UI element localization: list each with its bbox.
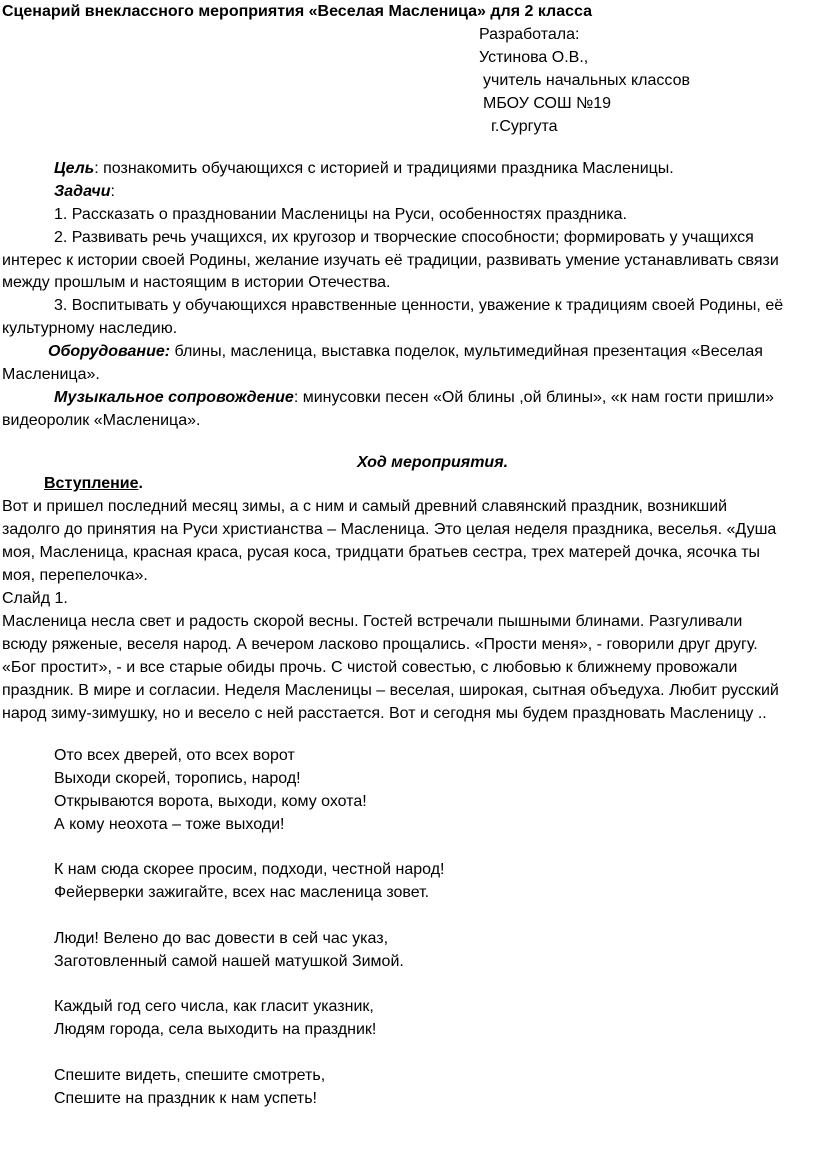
tasks-heading	[54, 182, 115, 202]
music-paragraph	[54, 388, 774, 408]
goal-label: Цель	[54, 160, 95, 177]
poem-line: Заготовленный самой нашей матушкой Зимой.	[54, 953, 404, 970]
equipment-text: блины, масленица, выставка поделок, мультимедийная презентация «Веселая	[170, 343, 763, 360]
slide-label: Слайд 1.	[2, 590, 68, 607]
tasks-label: Задачи	[54, 183, 111, 200]
intro-line: задолго до принятия на Руси христианства – Масленица. Это целая неделя праздника, веселья. «Душа	[2, 521, 777, 538]
music-line: видеоролик «Масленица».	[2, 412, 201, 429]
intro-line: Вот и пришел последний месяц зимы, а с ним и самый древний славянский праздник, возникший	[2, 498, 728, 515]
task-2-line: между прошлым и настоящим в истории Отечества.	[2, 274, 391, 291]
music-label: Музыкальное сопровождение	[54, 389, 294, 406]
poem-line: А кому неохота – тоже выходи!	[54, 816, 285, 833]
music-text: : минусовки песен «Ой блины ,ой блины», «к нам гости пришли»	[293, 389, 774, 406]
slide-line: Масленица несла свет и радость скорой весны. Гостей встречали пышными блинами. Разгуливали	[2, 613, 743, 630]
document-title: Сценарий внеклассного мероприятия «Веселая Масленица» для 2 класса	[2, 3, 592, 20]
poem-line: Людям города, села выходить на праздник!	[54, 1021, 377, 1038]
equipment-paragraph	[48, 342, 763, 362]
poem-line: Каждый год сего числа, как гласит указник,	[54, 998, 374, 1015]
intro-line: моя, перепелочка».	[2, 567, 148, 584]
task-2-line: интерес к истории своей Родины, желание изучать её традиции, развивать умение устанавливать связи	[2, 252, 779, 269]
slide-line: «Бог простит», - и все старые обиды прочь. С чистой совестью, с любовью к ближнему провожали	[2, 659, 738, 676]
author-line: учитель начальных классов	[483, 72, 690, 89]
author-line: Устинова О.В.,	[479, 49, 589, 66]
author-line: Разработала:	[479, 26, 580, 43]
task-1: 1. Рассказать о праздновании Масленицы на Руси, особенностях праздника.	[54, 206, 627, 223]
author-line: г.Сургута	[491, 118, 558, 135]
author-line: МБОУ СОШ №19	[483, 95, 612, 112]
intro-line: моя, Масленица, красная краса, русая коса, тридцати братьев сестра, трех матерей дочка, ясочка ты	[2, 544, 761, 561]
task-3-line: культурному наследию.	[2, 320, 178, 337]
poem-line: Ото всех дверей, ото всех ворот	[54, 747, 295, 764]
slide-line: народ зиму-зимушку, но и весело с ней расстается. Вот и сегодня мы будем праздновать Масленицу ..	[2, 705, 767, 722]
slide-line: праздник. В мире и согласии. Неделя Масленицы – веселая, широкая, сытная объедуха. Любит русский	[2, 682, 779, 699]
poem-line: Открываются ворота, выходи, кому охота!	[54, 793, 367, 810]
slide-line: всюду ряженые, веселя народ. А вечером ласково прощались. «Прости меня», - говорили друг другу.	[2, 636, 758, 653]
poem-line: Люди! Велено до вас довести в сей час указ,	[54, 930, 389, 947]
intro-dot: .	[138, 475, 143, 492]
poem-line: К нам сюда скорее просим, подходи, честной народ!	[54, 861, 445, 878]
task-3-line: 3. Воспитывать у обучающихся нравственные ценности, уважение к традициям своей Родины, её	[54, 297, 784, 314]
poem-line: Выходи скорей, торопись, народ!	[54, 770, 301, 787]
task-2-line: 2. Развивать речь учащихся, их кругозор и творческие способности; формировать у учащихся	[54, 229, 754, 246]
poem-line: Спешите видеть, спешите смотреть,	[54, 1067, 326, 1084]
tasks-colon: :	[110, 183, 115, 200]
goal-text: : познакомить обучающихся с историей и традициями праздника Масленицы.	[94, 160, 674, 177]
goal-paragraph	[54, 159, 674, 179]
poem-line: Спешите на праздник к нам успеть!	[54, 1090, 317, 1107]
section-title: Ход мероприятия.	[357, 454, 509, 471]
intro-heading	[44, 474, 143, 494]
equipment-label: Оборудование:	[48, 343, 171, 360]
equipment-line: Масленица».	[2, 366, 100, 383]
poem-line: Фейерверки зажигайте, всех нас масленица зовет.	[54, 884, 430, 901]
intro-label: Вступление	[44, 475, 139, 492]
